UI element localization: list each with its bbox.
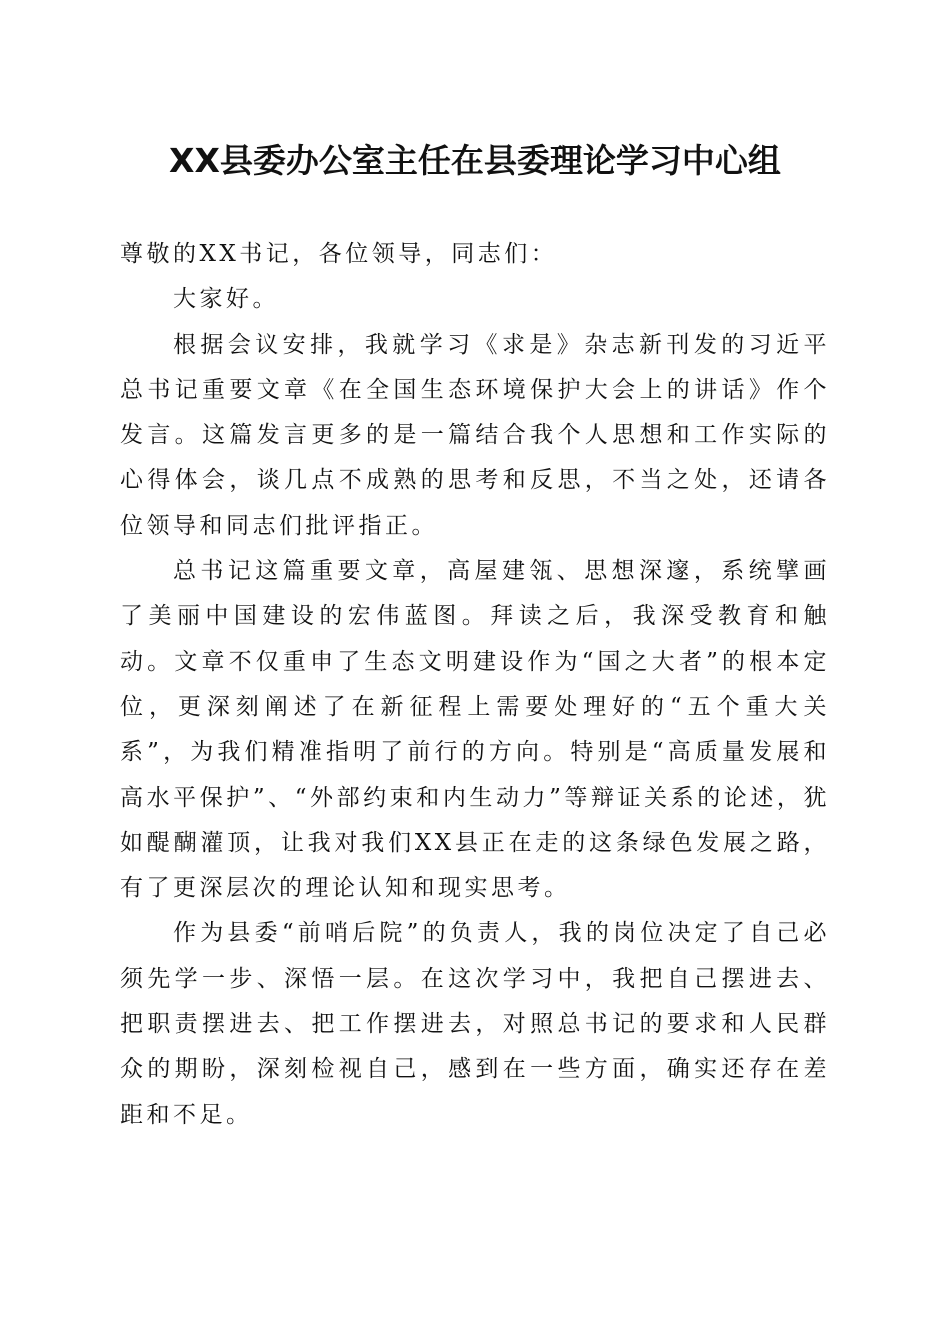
document-body [120,232,830,1138]
paragraph-reflection: 总书记这篇重要文章，高屋建瓴、思想深邃，系统擘画了美丽中国建设的宏伟蓝图。拜读之后，我深受教育和触动。文章不仅重申了生态文明建设作为“国之大者”的根本定位，更深刻阐述了在新征程上需要处理好的“五个重大关系”，为我们精准指明了前行的方向。特别是“高质量发展和高水平保护”、“外部约束和内生动力”等辩证关系的论述，犹如醍醐灌顶，让我对我们XX县正在走的这条绿色发展之路，有了更深层次的理论认知和现实思考。 [120,558,830,902]
salutation: 尊敬的XX书记，各位领导，同志们： [120,241,558,267]
paragraph-self-examination: 作为县委“前哨后院”的负责人，我的岗位决定了自己必须先学一步、深悟一层。在这次学习中，我把自己摆进去、把职责摆进去、把工作摆进去，对照总书记的要求和人民群众的期盼，深刻检视自己，感到在一些方面，确实还存在差距和不足。 [120,920,830,1128]
paragraph-greeting: 大家好。 [173,286,279,313]
paragraph-intro: 根据会议安排，我就学习《求是》杂志新刊发的习近平总书记重要文章《在全国生态环境保护大会上的讲话》作个发言。这篇发言更多的是一篇结合我个人思想和工作实际的心得体会，谈几点不成熟的思考和反思，不当之处，还请各位领导和同志们批评指正。 [120,331,830,539]
document-title: XX县委办公室主任在县委理论学习中心组 [169,141,781,180]
